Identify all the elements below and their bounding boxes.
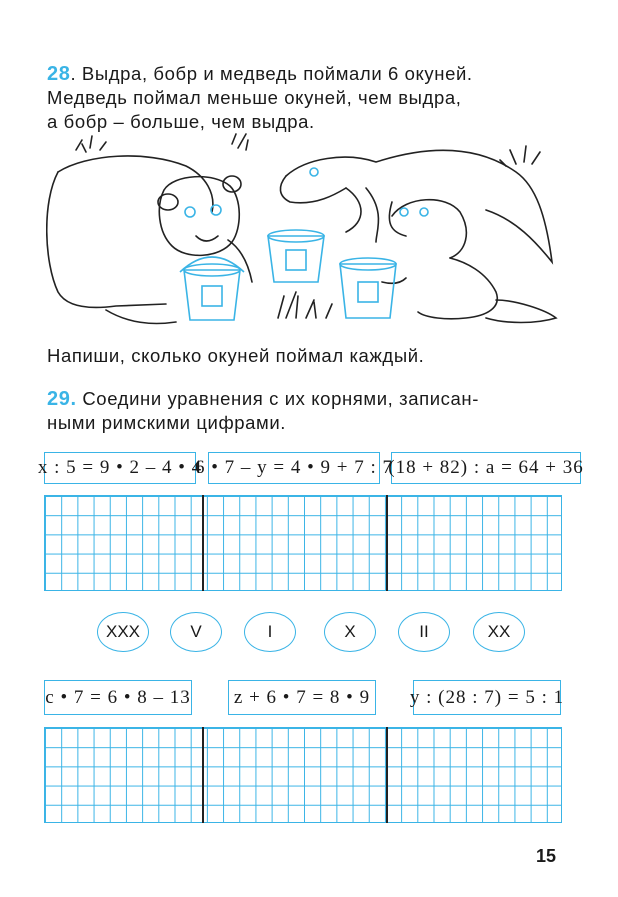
- task-29-text: [47, 387, 479, 435]
- task-29-line-1: Соедини уравнения с их корнями, записан-: [76, 388, 479, 409]
- root-oval-6[interactable]: XX: [473, 612, 525, 652]
- grid-separator: [202, 495, 204, 591]
- equation-bottom-2: z + 6 • 7 = 8 • 9: [228, 680, 376, 715]
- page-number: 15: [536, 846, 557, 866]
- task-28-line-2: Медведь поймал меньше окуней, чем выдра,: [47, 87, 462, 108]
- equation-top-2: 6 • 7 – y = 4 • 9 + 7 : 7: [208, 452, 380, 484]
- equation-top-1: x : 5 = 9 • 2 – 4 • 4: [44, 452, 196, 484]
- root-oval-3[interactable]: I: [244, 612, 296, 652]
- task-29-line-2: ными римскими цифрами.: [47, 412, 287, 433]
- grid-separator: [202, 727, 204, 823]
- task-28-line-1: . Выдра, бобр и медведь поймали 6 окуней.: [70, 63, 473, 84]
- task-28-question: Напиши, сколько окуней поймал каждый.: [47, 345, 425, 366]
- equation-bottom-1: c • 7 = 6 • 8 – 13: [44, 680, 192, 715]
- answer-grid-top[interactable]: [44, 495, 562, 591]
- equation-bottom-3: y : (28 : 7) = 5 : 1: [413, 680, 561, 715]
- task-28-line-3: а бобр – больше, чем выдра.: [47, 111, 315, 132]
- animals-illustration: [46, 132, 560, 330]
- task-28-text: [47, 62, 473, 134]
- grid-separator: [386, 495, 388, 591]
- answer-grid-bottom[interactable]: [44, 727, 562, 823]
- grid-separator: [386, 727, 388, 823]
- root-oval-4[interactable]: X: [324, 612, 376, 652]
- equation-top-3: (18 + 82) : a = 64 + 36: [391, 452, 581, 484]
- task-28-number: 28: [47, 63, 71, 85]
- task-29-number: 29.: [47, 388, 77, 410]
- root-oval-5[interactable]: II: [398, 612, 450, 652]
- root-oval-1[interactable]: XXX: [97, 612, 149, 652]
- root-oval-2[interactable]: V: [170, 612, 222, 652]
